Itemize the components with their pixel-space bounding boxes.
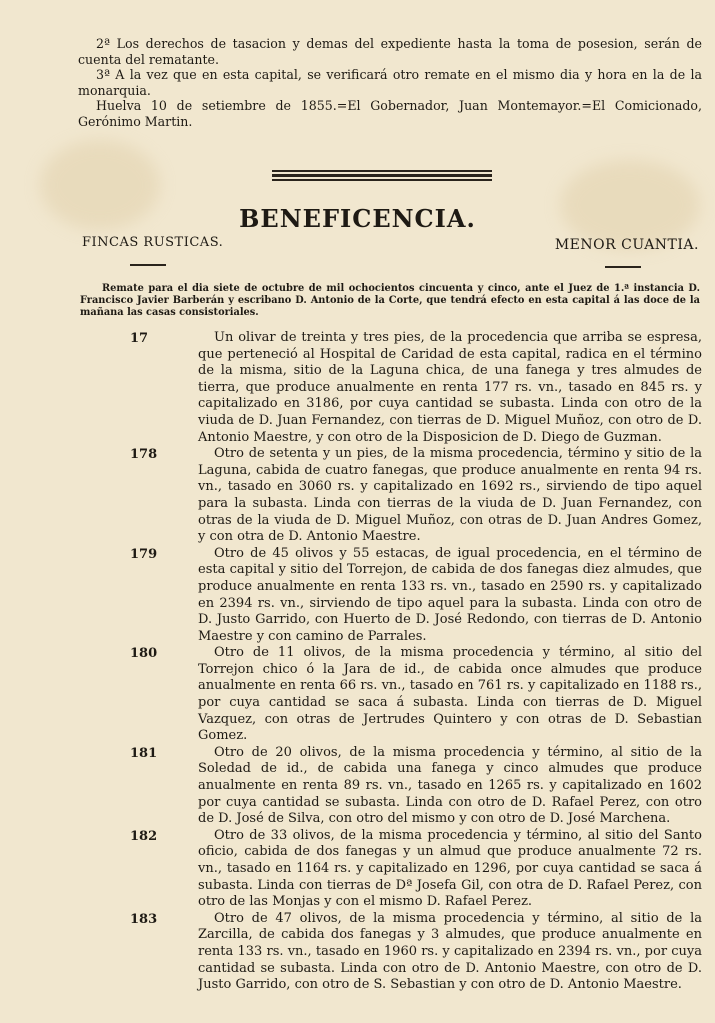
entry-text: Otro de 33 olivos, de la misma procedencia y término, al sitio del Santo oficio, cabida de dos fanegas y un almud que produce anualmente 72 rs. vn., tasado en 1164 rs. y capitalizado en 1296, por cuya cantidad se saca á subasta. Linda con tierras de Dª Josefa Gil, con otra de D. Rafael Perez, con otro de las Monjas y con el mismo D. Rafael Perez.: [198, 827, 702, 910]
entry-text: Otro de 20 olivos, de la misma procedencia y término, al sitio de la Soledad de id., de cabida una fanega y cinco almudes que produce anualmente en renta 89 rs. vn., tasado en 1265 rs. y capitalizado en 1602 por cuya cantidad se subasta. Linda con otro de D. Rafael Perez, con otro de D. José de Silva, con otro del mismo y con otro de D. José Marchena.: [198, 744, 702, 827]
left-heading: FINCAS RUSTICAS.: [82, 235, 224, 250]
intro-paragraph-1: 2ª Los derechos de tasacion y demas del expediente hasta la toma de posesion, serán de cuenta del rematante.: [78, 36, 702, 67]
entry-text: Otro de setenta y un pies, de la misma procedencia, término y sitio de la Laguna, cabida de cuatro fanegas, que produce anualmente en renta 94 rs. vn., tasado en 3060 rs. y capitalizado en 1692 rs., sirviendo de tipo aquel para la subasta. Linda con tierras de la viuda de D. Juan Fernandez, con otras de la viuda de D. Miguel Muñoz, con otras de D. Juan Andres Gomez, y con otra de D. Antonio Maestre.: [198, 446, 702, 545]
left-heading-rule: [130, 264, 166, 266]
entry-number: 182: [130, 828, 158, 844]
right-heading-rule: [605, 266, 641, 268]
section-title: BENEFICENCIA.: [239, 204, 476, 233]
intro-paragraph-2: 3ª A la vez que en esta capital, se verificará otro remate en el mismo dia y hora en la de la monarquia.: [78, 67, 702, 98]
intro-text: [78, 36, 702, 130]
entry-number: 179: [130, 546, 158, 562]
entry-number: 181: [130, 745, 158, 761]
property-entry: [130, 546, 702, 646]
entry-text: Otro de 11 olivos, de la misma procedencia y término, al sitio del Torrejon chico ó la Jara de id., de cabida once almudes que produce anualmente en renta 66 rs. vn., tasado en 761 rs. y capitalizado en 1188 rs., por cuya cantidad se saca á subasta. Linda con tierras de D. Miguel Vazquez, con otras de Jertrudes Quintero y con otras de D. Sebastian Gomez.: [198, 645, 702, 744]
entry-number: 17: [130, 331, 149, 346]
entry-number: 183: [130, 911, 158, 927]
entry-number: 180: [130, 646, 158, 662]
property-entry: [130, 911, 702, 994]
property-entries: [130, 330, 702, 994]
section-divider: [272, 170, 492, 183]
property-entry: [130, 446, 702, 546]
entry-text: Otro de 45 olivos y 55 estacas, de igual procedencia, en el término de esta capital y sitio del Torrejon, de cabida de dos fanegas diez almudes, que produce anualmente en renta 133 rs. vn., tasado en 2590 rs. y capitalizado en 2394 rs. vn., sirviendo de tipo aquel para la subasta. Linda con otro de D. Justo Garrido, con Huerto de D. José Redondo, con tierras de D. Antonio Maestre y con camino de Parrales.: [198, 545, 702, 644]
intro-paragraph-3: Huelva 10 de setiembre de 1855.=El Gobernador, Juan Montemayor.=El Comicionado, Gerónimo Martin.: [78, 98, 702, 129]
entry-number: 178: [130, 447, 158, 463]
right-heading: MENOR CUANTIA.: [554, 237, 699, 253]
entry-text: Otro de 47 olivos, de la misma procedencia y término, al sitio de la Zarcilla, de cabida dos fanegas y 3 almudes, que produce anualmente en renta 133 rs. vn., tasado en 1960 rs. y capitalizado en 2394 rs. vn., por cuya cantidad se subasta. Linda con otro de D. Antonio Maestre, con otro de D. Justo Garrido, con otro de S. Sebastian y con otro de D. Antonio Maestre.: [198, 910, 702, 993]
property-entry: [130, 745, 702, 828]
auction-notice-text: Remate para el dia siete de octubre de mil ochocientos cincuenta y cinco, ante el Juez de 1.ª instancia D. Francisco Javier Barberán y escribano D. Antonio de la Corte, que tendrá efecto en esta capital á las doce de la mañana las casas consistoriales.: [80, 283, 700, 319]
entry-text: Un olivar de treinta y tres pies, de la procedencia que arriba se espresa, que perteneció al Hospital de Caridad de esta capital, radica en el término de la misma, sitio de la Laguna chica, de una fanega y tres almudes de tierra, que produce anualmente en renta 177 rs. vn., tasado en 845 rs. y capitalizado en 3186, por cuya cantidad se subasta. Linda con otro de la viuda de D. Juan Fernandez, con tierras de D. Miguel Muñoz, con otro de D. Antonio Maestre, y con otro de la Disposicion de D. Diego de Guzman.: [198, 330, 702, 445]
auction-notice: [80, 283, 700, 320]
property-entry: [130, 645, 702, 745]
property-entry: [130, 330, 702, 446]
property-entry: [130, 828, 702, 911]
